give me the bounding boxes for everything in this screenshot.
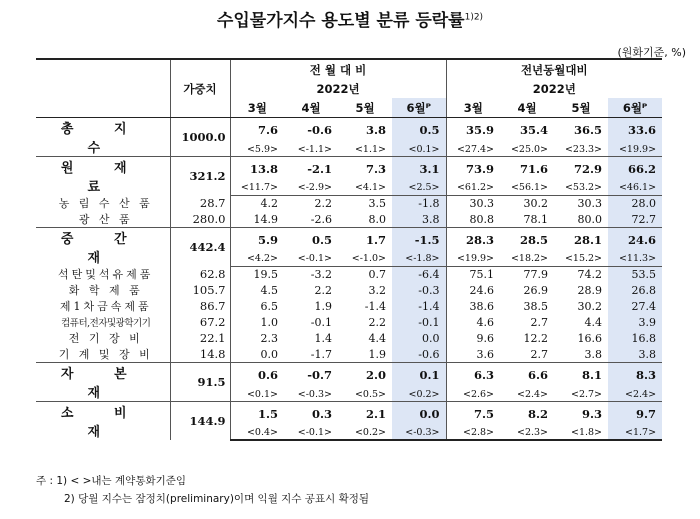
weight-cell: 86.7 (170, 298, 230, 314)
weight-cell: 1000.0 (170, 118, 230, 157)
yoy-value: 24.6 (608, 228, 662, 252)
yoy-contract-value: <19.9> (446, 252, 500, 267)
yoy-value: 72.9 (554, 157, 608, 181)
weight-cell: 442.4 (170, 228, 230, 267)
weight-cell: 105.7 (170, 282, 230, 298)
footnote-2: 2) 당월 지수는 잠정치(preliminary)이며 익월 지수 공표시 확정됨 (64, 493, 370, 505)
mom-header: 전 월 대 비 (230, 59, 446, 79)
yoy-contract-value: <25.0> (500, 142, 554, 157)
mom-contract-value: <-0.1> (284, 425, 338, 440)
yoy-value: 4.6 (446, 314, 500, 330)
yoy-value: 80.0 (554, 211, 608, 228)
mom-value: 1.9 (338, 346, 392, 363)
yoy-value: 3.8 (554, 346, 608, 363)
subcategory-label: 화 학 제 품 (68, 284, 143, 297)
mom-contract-value: <1.1> (338, 142, 392, 157)
category-label: 총 지 수 (60, 122, 145, 156)
yoy-value: 28.9 (577, 283, 603, 297)
subcategory-label: 컴퓨터,전자및광학기기 (61, 318, 151, 329)
yoy-value: 53.5 (608, 266, 662, 282)
yoy-contract-value: <23.3> (554, 142, 608, 157)
page-title: 수입물가지수 용도별 분류 등락률$^{1)2)}$ (216, 11, 484, 31)
yoy-value: 7.5 (446, 402, 500, 426)
mom-value: 2.2 (314, 196, 332, 210)
yoy-value: 26.8 (608, 282, 662, 298)
mom-value: 0.0 (392, 402, 446, 426)
month-header: 4월 (284, 98, 338, 118)
mom-value: 3.8 (365, 123, 386, 137)
header-row-1 (36, 59, 662, 79)
yoy-contract-value: <2.3> (500, 425, 554, 440)
category-label: 자 본 재 (36, 363, 170, 402)
yoy-contract-value: <46.1> (608, 181, 662, 196)
footnote-1: 주 : 1) < >내는 계약통화기준임 (36, 475, 187, 487)
yoy-value: 38.5 (523, 299, 549, 313)
index-table (36, 58, 662, 441)
mom-contract-value: <4.1> (338, 181, 392, 196)
yoy-value: 9.6 (446, 330, 500, 346)
month-header: 5월 (554, 98, 608, 118)
mom-value: 1.0 (260, 315, 278, 329)
yoy-value: 74.2 (577, 267, 603, 281)
mom-value: -3.2 (310, 267, 332, 281)
category-label: 중 간 재 (36, 228, 170, 267)
yoy-value: 72.7 (608, 211, 662, 228)
footnotes (36, 472, 369, 508)
yoy-value: 78.1 (500, 211, 554, 228)
mom-value: -1.8 (392, 195, 446, 211)
mom-value: 2.0 (338, 363, 392, 388)
yoy-value: 30.2 (577, 299, 603, 313)
yoy-value: 75.1 (446, 266, 500, 282)
subcategory-row (36, 346, 662, 363)
mom-contract-value: <0.5> (338, 387, 392, 402)
category-label: 원 재 료 (36, 157, 170, 196)
mom-value: -2.1 (284, 157, 338, 181)
mom-contract-value: <-0.3> (392, 425, 446, 440)
yoy-value: 16.6 (577, 331, 603, 345)
yoy-contract-value: <1.8> (554, 425, 608, 440)
mom-value: 7.3 (338, 157, 392, 181)
mom-value: 6.5 (260, 299, 278, 313)
mom-value: 0.3 (284, 402, 338, 426)
mom-contract-value: <-0.3> (284, 387, 338, 402)
yoy-value: 6.6 (500, 363, 554, 388)
mom-value: -1.4 (364, 299, 386, 313)
month-header: 5월 (338, 98, 392, 118)
mom-contract-value: <-2.9> (284, 181, 338, 196)
mom-value: 3.1 (392, 157, 446, 181)
yoy-value: 4.4 (584, 315, 603, 329)
mom-contract-value: <-1.1> (284, 142, 338, 157)
mom-value: 19.5 (253, 267, 278, 281)
yoy-value: 8.2 (500, 402, 554, 426)
subcategory-label: 제1차금속제품 (59, 300, 152, 313)
yoy-value: 27.4 (608, 298, 662, 314)
mom-contract-value: <11.7> (230, 181, 284, 196)
month-header: 4월 (500, 98, 554, 118)
mom-value: -0.1 (310, 315, 332, 329)
mom-value: -0.7 (284, 363, 338, 388)
yoy-value: 8.3 (608, 363, 662, 388)
yoy-value: 9.7 (608, 402, 662, 426)
yoy-contract-value: <2.6> (446, 387, 500, 402)
yoy-value: 3.8 (608, 346, 662, 363)
yoy-contract-value: <2.7> (554, 387, 608, 402)
yoy-value: 66.2 (608, 157, 662, 181)
mom-value: -2.6 (284, 211, 338, 228)
subcategory-label: 전 기 장 비 (68, 332, 143, 345)
mom-value: 13.8 (230, 157, 284, 181)
mom-contract-value: <2.5> (392, 181, 446, 196)
yoy-value: 36.5 (574, 123, 603, 137)
weight-cell: 280.0 (170, 211, 230, 228)
yoy-contract-value: <2.4> (500, 387, 554, 402)
mom-contract-value: <0.4> (230, 425, 284, 440)
mom-value: 0.6 (230, 363, 284, 388)
subcategory-row (36, 282, 662, 298)
mom-value: 1.4 (314, 331, 332, 345)
month-header: 6월ᴾ (392, 98, 446, 118)
mom-value: 1.7 (338, 228, 392, 252)
mom-value: 1.9 (314, 299, 332, 313)
yoy-year: 2022년 (446, 79, 662, 98)
yoy-value: 35.9 (446, 118, 500, 143)
weight-cell: 28.7 (170, 195, 230, 211)
yoy-value: 12.2 (523, 331, 549, 345)
yoy-value: 28.3 (446, 228, 500, 252)
yoy-value: 73.9 (446, 157, 500, 181)
subcategory-row (36, 266, 662, 282)
subcategory-row (36, 314, 662, 330)
subcategory-row (36, 211, 662, 228)
yoy-value: 3.6 (446, 346, 500, 363)
yoy-value: 30.2 (523, 196, 549, 210)
subcategory-label: 석탄및석유제품 (58, 268, 154, 281)
mom-contract-value: <-1.8> (392, 252, 446, 267)
subcategory-label: 농 림 수 산 품 (58, 197, 153, 210)
mom-contract-value: <-1.0> (338, 252, 392, 267)
mom-value: 8.0 (338, 211, 392, 228)
month-header: 3월 (230, 98, 284, 118)
yoy-contract-value: <18.2> (500, 252, 554, 267)
yoy-value: 38.6 (446, 298, 500, 314)
yoy-contract-value: <19.9> (608, 142, 662, 157)
yoy-contract-value: <1.7> (608, 425, 662, 440)
yoy-contract-value: <15.2> (554, 252, 608, 267)
category-row (36, 402, 662, 426)
mom-value: 3.8 (392, 211, 446, 228)
yoy-value: 77.9 (523, 267, 549, 281)
category-row (36, 363, 662, 388)
category-row (36, 228, 662, 252)
mom-contract-value: <0.2> (392, 387, 446, 402)
mom-value: 0.5 (284, 228, 338, 252)
yoy-contract-value: <56.1> (500, 181, 554, 196)
mom-value: 0.5 (392, 118, 446, 143)
weight-cell: 91.5 (170, 363, 230, 402)
mom-value: -0.1 (392, 314, 446, 330)
mom-contract-value: <0.1> (392, 142, 446, 157)
yoy-value: 71.6 (500, 157, 554, 181)
month-header: 3월 (446, 98, 500, 118)
mom-value: 0.7 (368, 267, 386, 281)
mom-value: 5.9 (230, 228, 284, 252)
yoy-value: 28.1 (554, 228, 608, 252)
mom-value: 0.0 (230, 346, 284, 363)
weight-cell: 22.1 (170, 330, 230, 346)
yoy-value: 2.7 (530, 315, 549, 329)
mom-value: 4.2 (260, 196, 278, 210)
mom-value: 2.2 (314, 283, 332, 297)
mom-value: -0.6 (307, 123, 332, 137)
mom-value: -0.3 (392, 282, 446, 298)
mom-value: 2.2 (368, 315, 386, 329)
category-row (36, 118, 662, 143)
mom-value: -1.7 (284, 346, 338, 363)
yoy-value: 80.8 (446, 211, 500, 228)
mom-contract-value: <5.9> (230, 142, 284, 157)
mom-year: 2022년 (316, 81, 360, 96)
yoy-contract-value: <53.2> (554, 181, 608, 196)
weight-cell: 321.2 (170, 157, 230, 196)
yoy-value: 26.9 (523, 283, 549, 297)
month-header: 6월ᴾ (608, 98, 662, 118)
weight-cell: 62.8 (170, 266, 230, 282)
mom-value: 4.5 (260, 283, 278, 297)
mom-value: 4.4 (368, 331, 386, 345)
mom-value: 14.9 (230, 211, 284, 228)
mom-value: -6.4 (392, 266, 446, 282)
yoy-value: 9.3 (554, 402, 608, 426)
category-row (36, 157, 662, 181)
subcategory-row (36, 195, 662, 211)
yoy-value: 8.1 (554, 363, 608, 388)
yoy-value: 2.7 (500, 346, 554, 363)
yoy-contract-value: <2.8> (446, 425, 500, 440)
mom-value: 1.5 (230, 402, 284, 426)
mom-value: 7.6 (257, 123, 278, 137)
mom-value: 0.0 (392, 330, 446, 346)
mom-value: -0.6 (392, 346, 446, 363)
yoy-value: 28.0 (608, 195, 662, 211)
mom-value: 0.1 (392, 363, 446, 388)
category-label: 소 비 재 (36, 402, 170, 441)
yoy-value: 30.3 (446, 195, 500, 211)
yoy-value: 24.6 (446, 282, 500, 298)
table-body (36, 118, 662, 441)
yoy-value: 35.4 (520, 123, 549, 137)
weight-header: 가중치 (170, 59, 230, 118)
yoy-value: 3.9 (608, 314, 662, 330)
yoy-header: 전년동월대비 (446, 59, 662, 79)
weight-cell: 14.8 (170, 346, 230, 363)
subcategory-row (36, 298, 662, 314)
mom-contract-value: <0.1> (230, 387, 284, 402)
yoy-value: 16.8 (608, 330, 662, 346)
weight-cell: 67.2 (170, 314, 230, 330)
yoy-contract-value: <27.4> (446, 142, 500, 157)
mom-value: 3.5 (368, 196, 386, 210)
yoy-contract-value: <2.4> (608, 387, 662, 402)
yoy-value: 33.6 (608, 118, 662, 143)
mom-value: 3.2 (368, 283, 386, 297)
mom-contract-value: <4.2> (230, 252, 284, 267)
mom-value: -1.5 (392, 228, 446, 252)
yoy-contract-value: <11.3> (608, 252, 662, 267)
mom-value: 2.3 (260, 331, 278, 345)
mom-contract-value: <-0.1> (284, 252, 338, 267)
yoy-value: 6.3 (446, 363, 500, 388)
mom-contract-value: <0.2> (338, 425, 392, 440)
subcategory-label: 기 계 및 장 비 (36, 346, 170, 363)
mom-value: -1.4 (392, 298, 446, 314)
unit-label: (원화기준, %) (617, 46, 686, 59)
weight-cell: 144.9 (170, 402, 230, 441)
subcategory-label: 광 산 품 (36, 211, 170, 228)
mom-value: 2.1 (338, 402, 392, 426)
yoy-contract-value: <61.2> (446, 181, 500, 196)
yoy-value: 30.3 (577, 196, 603, 210)
subcategory-row (36, 330, 662, 346)
yoy-value: 28.5 (500, 228, 554, 252)
